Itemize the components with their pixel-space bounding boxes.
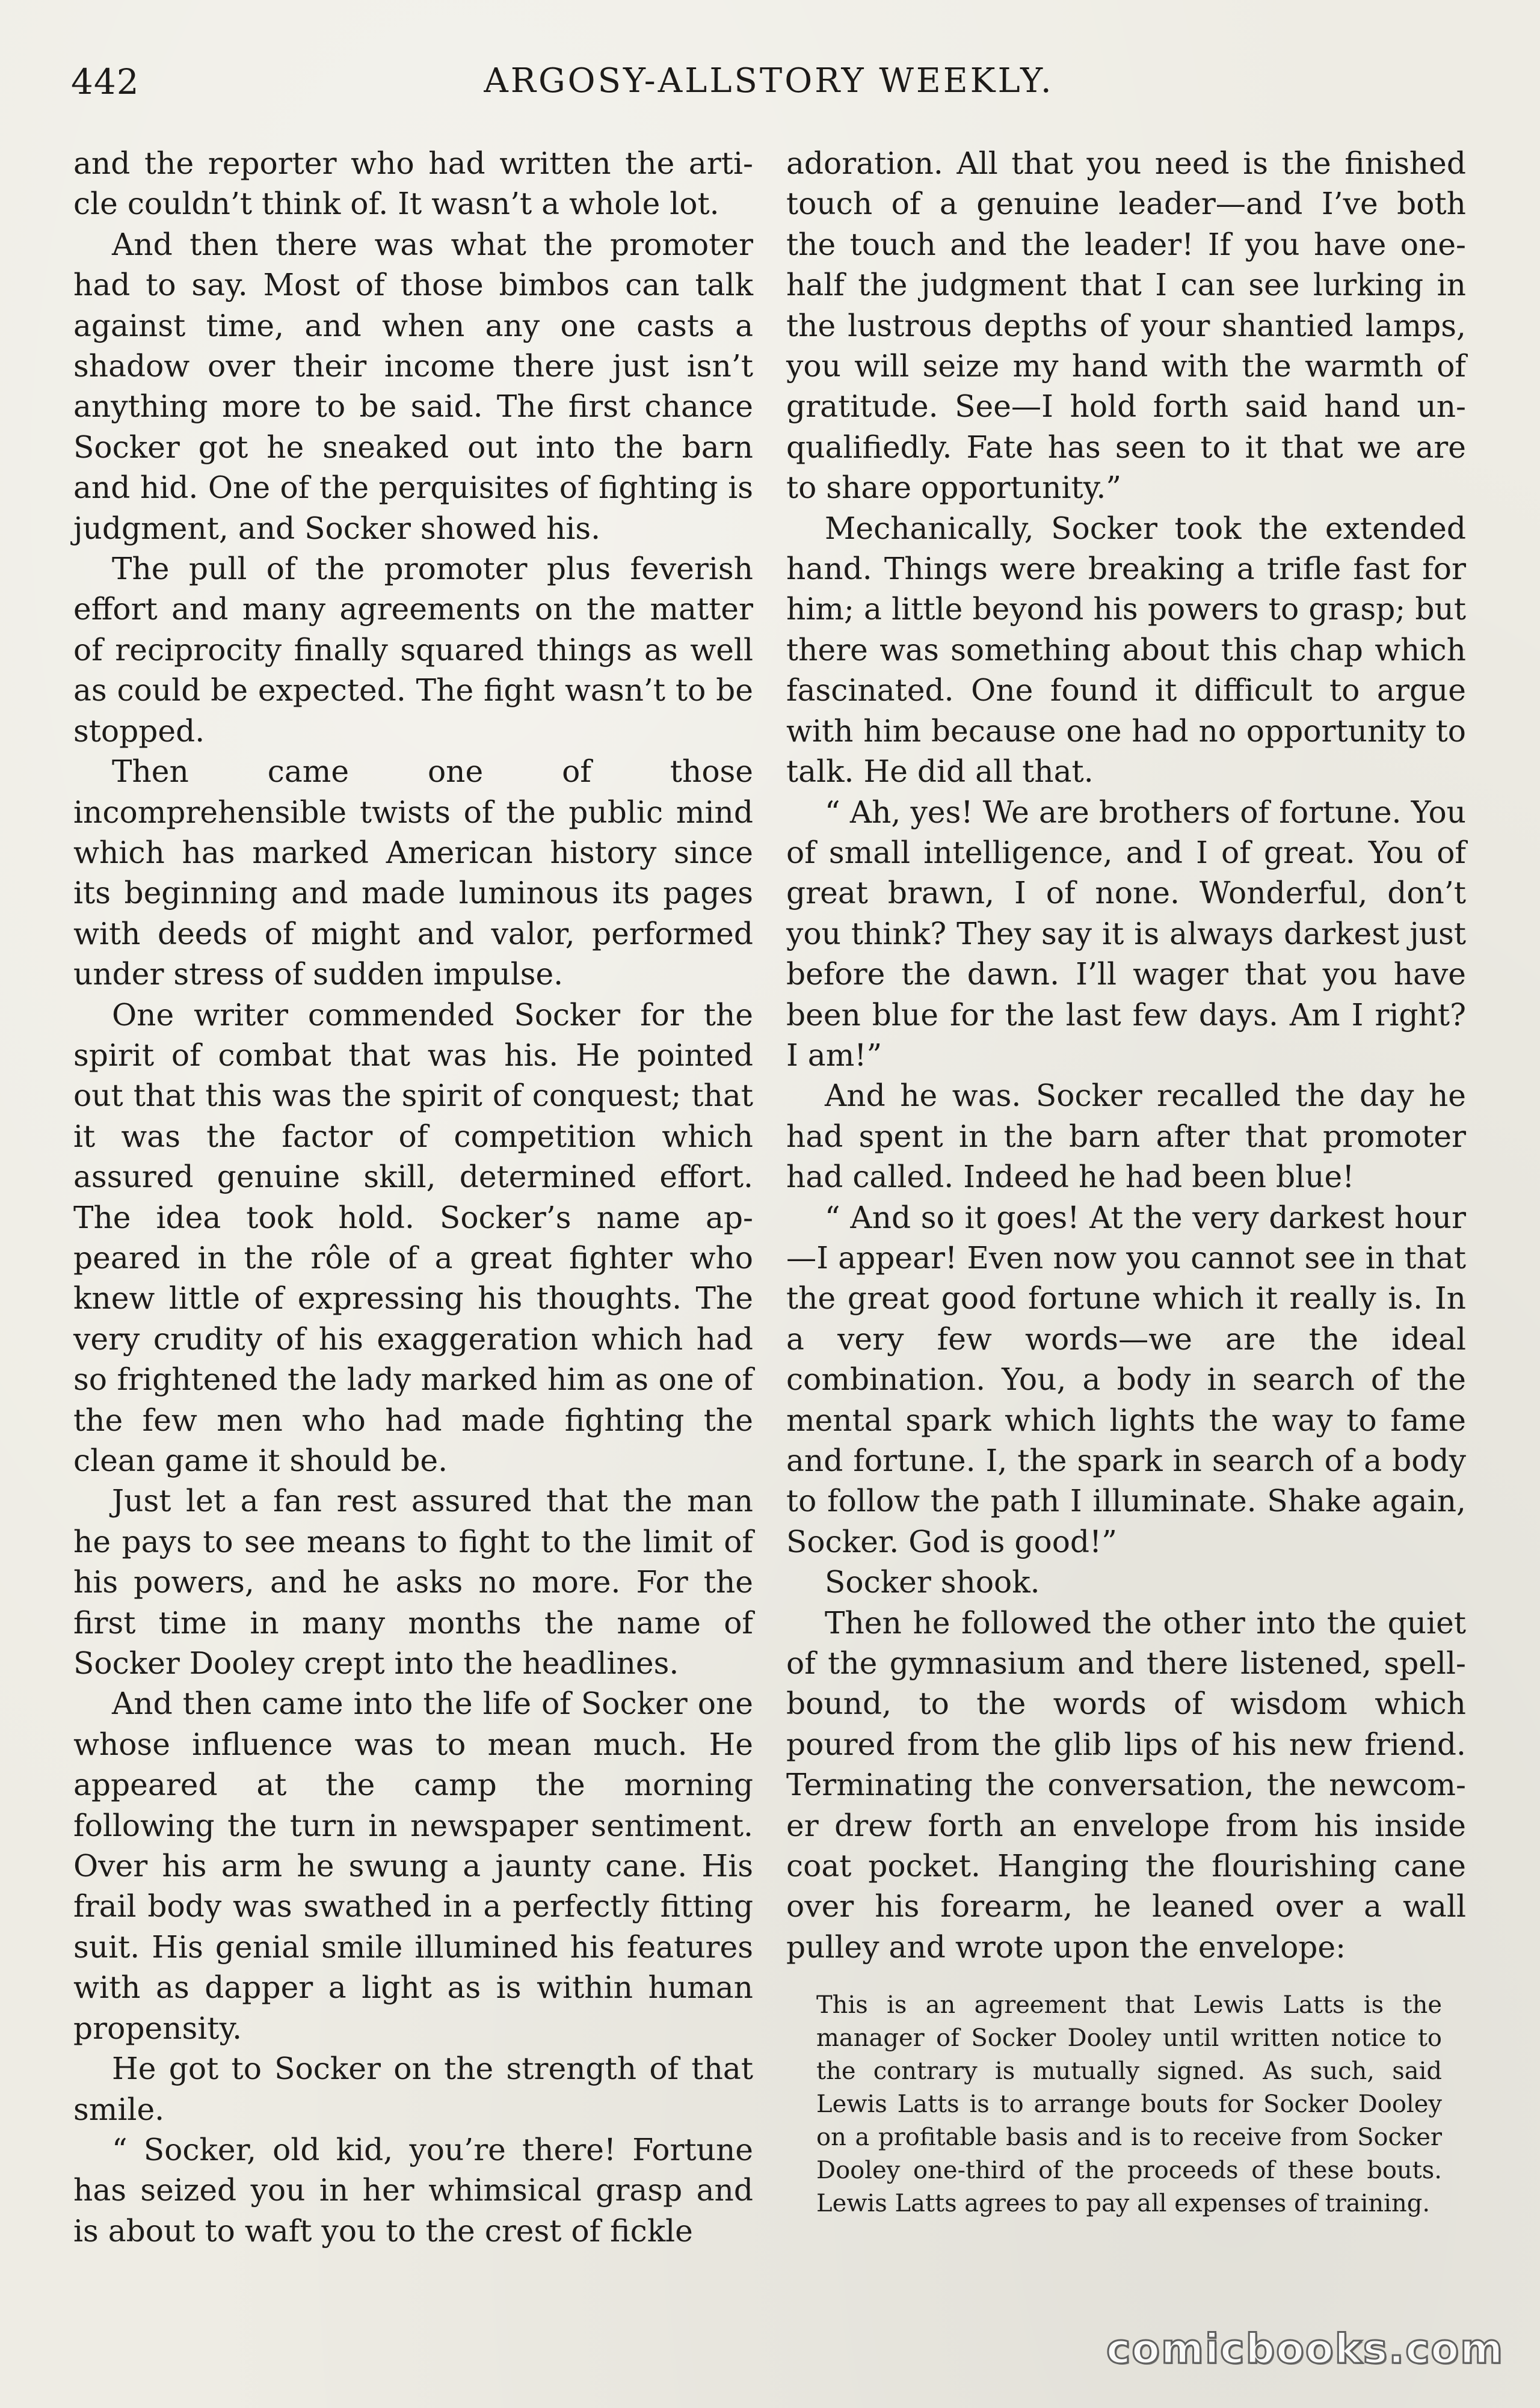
paragraph: “ Socker, old kid, you’re there! Fortune has seized you in her whimsical grasp and is about to waft you to the crest of fickle [73,2131,753,2249]
paragraph: Then came one of those incomprehensible twists of the public mind which has marked American history since its beginning and made luminous its pages with deeds of might and valor, performed under stress of sudden impulse. [73,754,753,992]
paragraph: Socker shook. [825,1564,1040,1600]
left-column [73,143,753,2251]
paragraph: and the reporter who had written the article couldn’t think of. It wasn’t a whole lot. [73,146,753,222]
paragraph: Just let a fan rest assured that the man he pays to see means to fight to the limit of his powers, and he asks no more. For the first time in many months the name of Socker Dooley crept into the headlines. [73,1483,753,1682]
paragraph: Mechanically, Socker took the extended hand. Things were breaking a trifle fast for him; a little beyond his powers to grasp; but there was something about this chap which fascinated. One found it difficult to argue with him because one had no opportunity to talk. He did all that. [786,510,1466,790]
watermark: comicbooks.com [1106,2326,1504,2373]
paragraph: Then he followed the other into the quiet of the gymnasium and there listened, spellbound, to the words of wisdom which poured from the glib lips of his new friend. Terminating the conversation, the newcomer drew forth an envelope from his inside coat pocket. Hanging the flourishing cane over his forearm, he leaned over a wall pulley and wrote upon the envelope: [786,1605,1466,1965]
paragraph: “ Ah, yes! We are brothers of fortune. You of small intelligence, and I of great. You of great brawn, I of none. Wonderful, don’t you think? They say it is always darkest just before the dawn. I’ll wager that you have been blue for the last few days. Am I right? I am!” [786,794,1466,1073]
page-number: 442 [71,61,140,102]
page-header [71,61,1467,115]
paragraph: “ And so it goes! At the very darkest hour—I appear! Even now you cannot see in that the great good fortune which it really is. In a very few words—we are the ideal combination. You, a body in search of the mental spark which lights the way to fame and fortune. I, the spark in search of a body to follow the path I illuminate. Shake again, Socker. God is good!” [786,1199,1466,1559]
paragraph: And then came into the life of Socker one whose influence was to mean much. He appeared at the camp the morning following the turn in newspaper sentiment. Over his arm he swung a jaunty cane. His frail body was swathed in a perfectly fitting suit. His genial smile illumined his features with as dapper a light as is within human propensity. [73,1686,753,2046]
running-title: ARGOSY-ALLSTORY WEEKLY. [484,61,1054,100]
paragraph: He got to Socker on the strength of that smile. [73,2051,753,2127]
agreement-text: This is an agreement that Lewis Latts is the manager of Socker Dooley until written notice to the contrary is mutually signed. As such, said Lewis Latts is to arrange bouts for Socker Dooley on a profitable basis and is to receive from Socker Dooley one-third of the proceeds of these bouts. Lewis Latts agrees to pay all expenses of training. [816,1991,1442,2218]
paragraph: One writer commended Socker for the spirit of combat that was his. He pointed out that this was the spirit of conquest; that it was the factor of competition which assured genuine skill, determined effort. The idea took hold. Socker’s name appeared in the rôle of a great fighter who knew little of expressing his thoughts. The very crudity of his exaggeration which had so frightened the lady marked him as one of the few men who had made fighting the clean game it should be. [73,997,753,1478]
paragraph: And he was. Socker recalled the day he had spent in the barn after that promoter had called. Indeed he had been blue! [786,1078,1466,1195]
right-column [786,143,1466,2220]
paragraph: The pull of the promoter plus feverish effort and many agreements on the matter of reciprocity finally squared things as well as could be expected. The fight wasn’t to be stopped. [73,551,753,749]
paragraph: And then there was what the promoter had to say. Most of those bimbos can talk against time, and when any one casts a shadow over their income there just isn’t anything more to be said. The first chance Socker got he sneaked out into the barn and hid. One of the perquisites of fighting is judgment, and Socker showed his. [73,226,753,546]
paragraph: adoration. All that you need is the finished touch of a genuine leader—and I’ve both the touch and the leader! If you have one-half the judgment that I can see lurking in the lustrous depths of your shantied lamps, you will seize my hand with the warmth of gratitude. See—I hold forth said hand unqualifiedly. Fate has seen to it that we are to share opportunity.” [786,146,1466,506]
